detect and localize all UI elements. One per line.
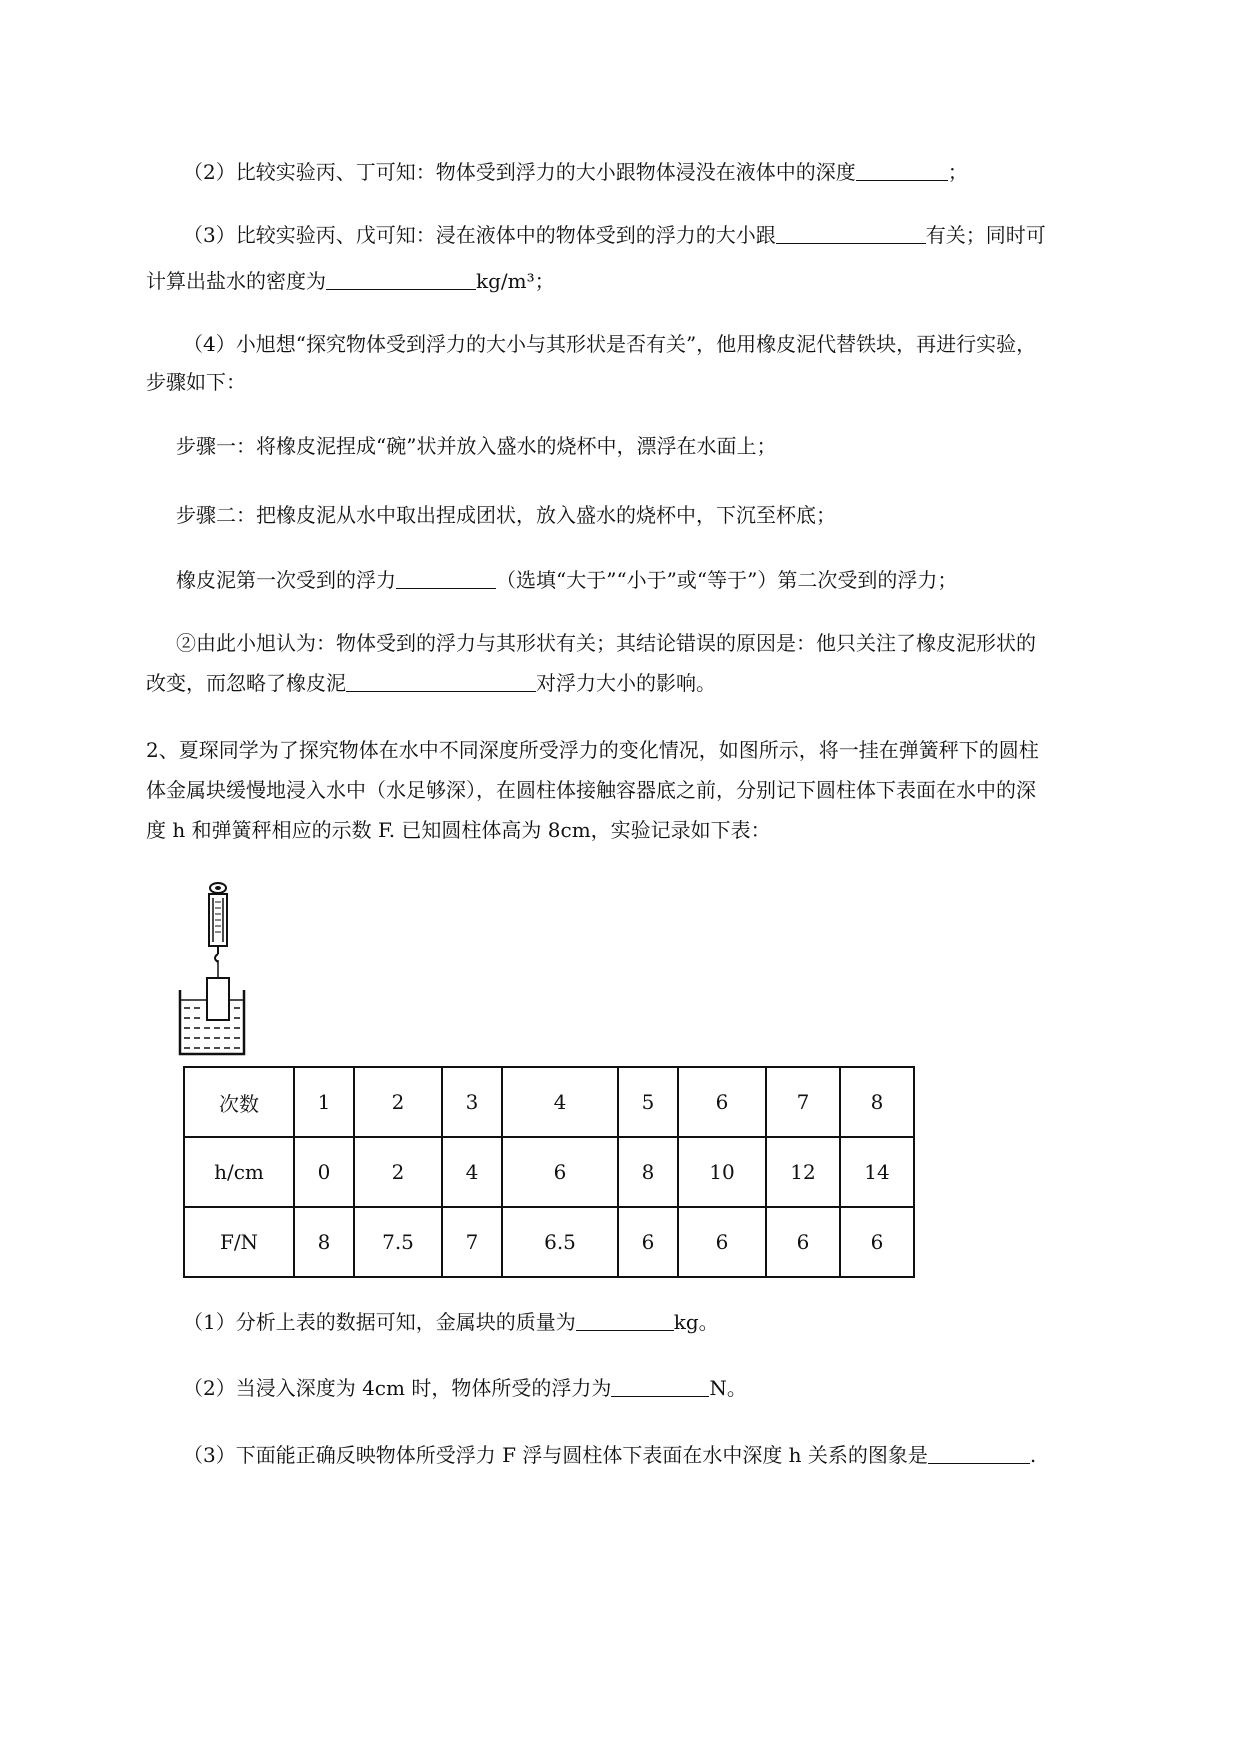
q3-answer-blank-1[interactable] <box>776 225 926 244</box>
table-row <box>184 1067 914 1137</box>
table-row <box>184 1137 914 1207</box>
table-row-label: F/N <box>184 1207 294 1277</box>
table-cell: 6 <box>766 1207 840 1277</box>
table-cell: 7.5 <box>354 1207 442 1277</box>
q3-text2: 计算出盐水的密度为 <box>146 269 326 293</box>
q4-reason-line2 <box>146 673 716 693</box>
q4-reason-line1: ②由此小旭认为：物体受到的浮力与其形状有关；其结论错误的原因是：他只关注了橡皮泥形状的 <box>176 631 1036 655</box>
q4-compare-blank[interactable] <box>396 570 496 589</box>
q4-line2: 步骤如下： <box>146 370 246 394</box>
q3-answer-blank-2[interactable] <box>326 271 476 290</box>
table-row <box>184 1207 914 1277</box>
table-cell: 8 <box>294 1207 354 1277</box>
table-cell: 8 <box>840 1067 914 1137</box>
table-cell: 6 <box>678 1067 766 1137</box>
table-cell: 7 <box>442 1207 502 1277</box>
sub3-pre: （3）下面能正确反映物体所受浮力 F 浮与圆柱体下表面在水中深度 h 关系的图象是 <box>183 1443 928 1467</box>
table-cell: 5 <box>618 1067 678 1137</box>
table-cell: 7 <box>766 1067 840 1137</box>
q2-answer-blank[interactable] <box>856 162 948 181</box>
q2-text: （2）比较实验丙、丁可知：物体受到浮力的大小跟物体浸没在液体中的深度 <box>183 160 856 184</box>
table-row-label: 次数 <box>184 1067 294 1137</box>
q3-tail1: 有关；同时可 <box>925 223 1046 247</box>
q2-line <box>183 162 968 182</box>
q4-compare-line <box>176 570 957 590</box>
table-cell: 2 <box>354 1067 442 1137</box>
table-row-label: h/cm <box>184 1137 294 1207</box>
table-cell: 4 <box>502 1067 618 1137</box>
q4-compare-pre: 橡皮泥第一次受到的浮力 <box>176 568 396 592</box>
q3-line1 <box>183 225 1046 245</box>
table-cell: 0 <box>294 1137 354 1207</box>
table-cell: 10 <box>678 1137 766 1207</box>
sub1-blank[interactable] <box>576 1312 674 1331</box>
spring-scale-beaker-icon <box>178 880 248 1060</box>
table-cell: 8 <box>618 1137 678 1207</box>
q3-line2 <box>146 271 555 291</box>
sub2-blank[interactable] <box>611 1378 709 1397</box>
table-cell: 6 <box>678 1207 766 1277</box>
table-cell: 3 <box>442 1067 502 1137</box>
sub3-line <box>183 1445 1036 1465</box>
q4-reason-blank[interactable] <box>346 673 536 692</box>
q4-line1: （4）小旭想“探究物体受到浮力的大小与其形状是否有关”，他用橡皮泥代替铁块，再进行实验， <box>183 332 1037 356</box>
table-cell: 2 <box>354 1137 442 1207</box>
q3-tail2: kg/m³； <box>476 269 555 293</box>
sub3-post: . <box>1029 1443 1037 1467</box>
table-cell: 6 <box>618 1207 678 1277</box>
q2-intro-line2: 体金属块缓慢地浸入水中（水足够深），在圆柱体接触容器底之前，分别记下圆柱体下表面在水中的深 <box>146 778 1036 802</box>
table-cell: 12 <box>766 1137 840 1207</box>
data-table <box>183 1066 915 1278</box>
table-cell: 4 <box>442 1137 502 1207</box>
q4-step2: 步骤二：把橡皮泥从水中取出捏成团状，放入盛水的烧杯中，下沉至杯底； <box>176 503 836 527</box>
sub2-post: N。 <box>709 1376 747 1400</box>
table-cell: 6 <box>502 1137 618 1207</box>
q4-compare-post: （选填“大于”“小于”或“等于”）第二次受到的浮力； <box>496 568 958 592</box>
q4-step1: 步骤一：将橡皮泥捏成“碗”状并放入盛水的烧杯中，漂浮在水面上； <box>176 434 777 458</box>
q2-intro-line1: 2、夏琛同学为了探究物体在水中不同深度所受浮力的变化情况，如图所示，将一挂在弹簧秤下的圆柱 <box>146 738 1039 762</box>
q2-intro-line3: 度 h 和弹簧秤相应的示数 F. 已知圆柱体高为 8cm，实验记录如下表： <box>146 818 771 842</box>
sub2-pre: （2）当浸入深度为 4cm 时，物体所受的浮力为 <box>183 1376 612 1400</box>
table-cell: 14 <box>840 1137 914 1207</box>
q4-reason-pre: 改变，而忽略了橡皮泥 <box>146 671 346 695</box>
sub1-pre: （1）分析上表的数据可知，金属块的质量为 <box>183 1310 576 1334</box>
sub3-blank[interactable] <box>928 1445 1030 1464</box>
q2-tail: ； <box>947 160 968 184</box>
table-cell: 1 <box>294 1067 354 1137</box>
table-cell: 6.5 <box>502 1207 618 1277</box>
sub2-line <box>183 1378 747 1398</box>
q3-text1: （3）比较实验丙、戊可知：浸在液体中的物体受到的浮力的大小跟 <box>183 223 776 247</box>
table-cell: 6 <box>840 1207 914 1277</box>
sub1-line <box>183 1312 719 1332</box>
sub1-post: kg。 <box>673 1310 719 1334</box>
q4-reason-post: 对浮力大小的影响。 <box>536 671 716 695</box>
